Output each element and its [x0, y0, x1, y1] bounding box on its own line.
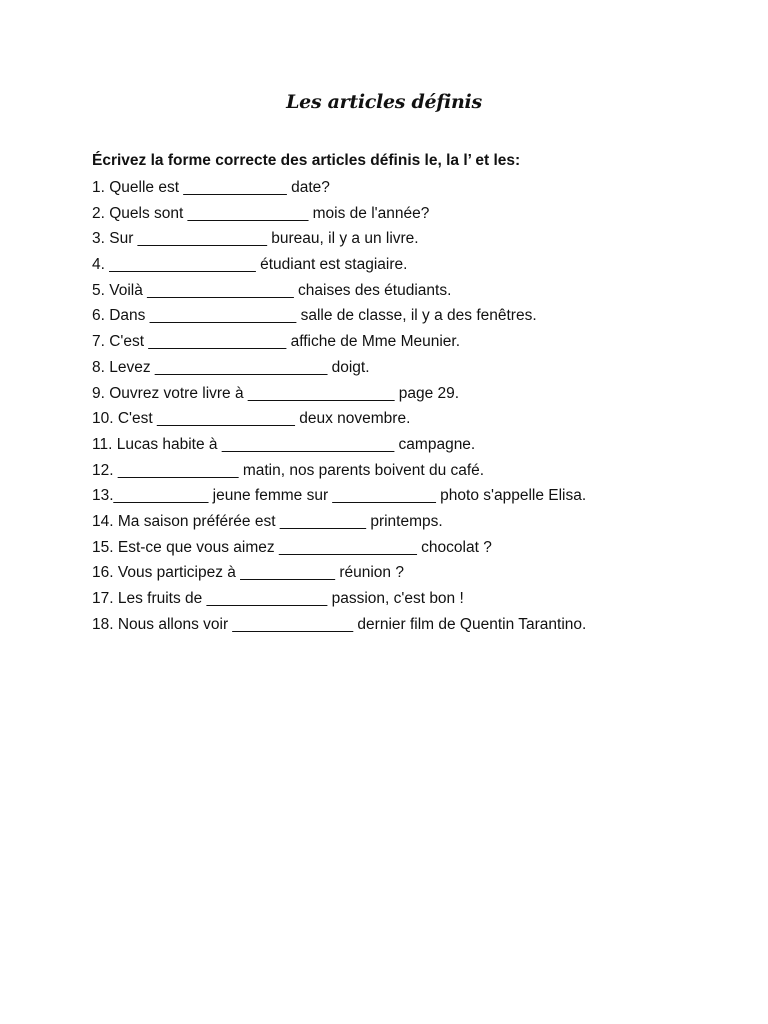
exercise-item-6: 6. Dans _________________ salle de classe, il y a des fenêtres.	[92, 307, 537, 325]
exercise-item-1: 1. Quelle est ____________ date?	[92, 179, 330, 196]
exercise-item-16: 16. Vous participez à ___________ réunion ?	[92, 564, 404, 582]
exercise-item-7: 7. C'est ________________ affiche de Mme Meunier.	[92, 333, 461, 351]
exercise-item-10: 10. C'est ________________ deux novembre.	[92, 410, 411, 428]
exercise-item-14: 14. Ma saison préférée est __________ printemps.	[92, 512, 443, 530]
exercise-list	[92, 175, 586, 637]
exercise-item-4: 4. _________________ étudiant est stagiaire.	[92, 256, 408, 274]
exercise-item-2: 2. Quels sont ______________ mois de l'année?	[92, 204, 430, 222]
exercise-item-18: 18. Nous allons voir ______________ dernier film de Quentin Tarantino.	[92, 615, 587, 633]
instructions: Écrivez la forme correcte des articles définis le, la l’ et les:	[92, 152, 521, 169]
exercise-item-3: 3. Sur _______________ bureau, il y a un livre.	[92, 230, 419, 248]
exercise-item-8: 8. Levez ____________________ doigt.	[92, 358, 370, 376]
exercise-item-15: 15. Est-ce que vous aimez ________________ chocolat ?	[92, 538, 492, 556]
exercise-item-13: 13.___________ jeune femme sur ____________ photo s'appelle Elisa.	[92, 487, 587, 505]
exercise-item-11: 11. Lucas habite à ____________________ campagne.	[92, 435, 476, 453]
exercise-item-12: 12. ______________ matin, nos parents boivent du café.	[92, 461, 485, 479]
exercise-item-5: 5. Voilà _________________ chaises des étudiants.	[92, 281, 452, 299]
page-title: Les articles définis	[286, 91, 482, 113]
exercise-item-9: 9. Ouvrez votre livre à _________________ page 29.	[92, 384, 460, 402]
exercise-item-17: 17. Les fruits de ______________ passion, c'est bon !	[92, 590, 464, 607]
